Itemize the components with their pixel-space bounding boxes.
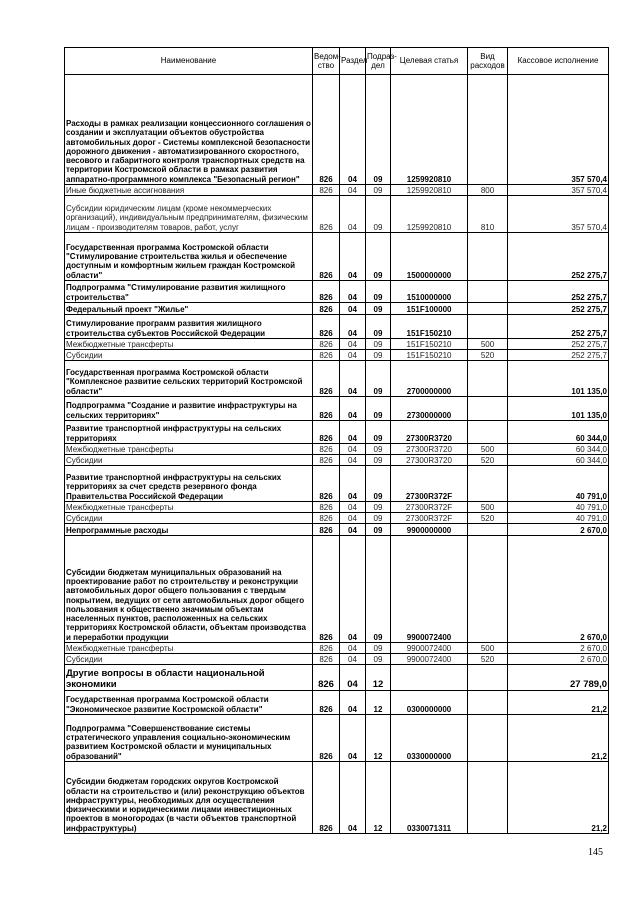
row-vedomstvo: 826 <box>313 691 340 715</box>
row-amount: 357 570,4 <box>508 196 609 233</box>
table-row <box>65 196 609 233</box>
row-target: 0330000000 <box>391 715 468 762</box>
row-vedomstvo: 826 <box>313 397 340 421</box>
row-target: 27300R3720 <box>391 455 468 466</box>
header-target: Целевая статья <box>391 48 468 75</box>
row-amount: 21,2 <box>508 715 609 762</box>
row-name: Подпрограмма "Стимулирование развития жилищного строительства" <box>65 281 313 303</box>
row-vid <box>468 397 508 421</box>
row-amount: 252 275,7 <box>508 350 609 361</box>
row-razdel: 04 <box>340 524 366 536</box>
row-name: Межбюджетные трансферты <box>65 643 313 654</box>
row-target: 9900072400 <box>391 654 468 665</box>
row-vedomstvo: 826 <box>313 643 340 654</box>
row-vid <box>468 303 508 315</box>
row-podrazdel: 12 <box>366 762 391 834</box>
row-razdel: 04 <box>340 715 366 762</box>
row-vid <box>468 762 508 834</box>
row-razdel: 04 <box>340 421 366 444</box>
row-name: Субсидии <box>65 455 313 466</box>
row-name: Подпрограмма "Совершенствование системы стратегического управления социально-экономическим развитием Костромской области и муниципальных образований" <box>65 715 313 762</box>
row-vedomstvo: 826 <box>313 665 340 691</box>
row-amount: 40 791,0 <box>508 513 609 524</box>
row-vedomstvo: 826 <box>313 350 340 361</box>
table-row <box>65 339 609 350</box>
table-header-row <box>65 48 609 75</box>
row-razdel: 04 <box>340 654 366 665</box>
table-row <box>65 361 609 397</box>
row-vid: 500 <box>468 502 508 513</box>
row-vedomstvo: 826 <box>313 502 340 513</box>
row-razdel: 04 <box>340 665 366 691</box>
row-vid: 800 <box>468 185 508 196</box>
table-row <box>65 643 609 654</box>
row-vid <box>468 665 508 691</box>
row-vedomstvo: 826 <box>313 654 340 665</box>
row-podrazdel: 09 <box>366 315 391 339</box>
row-razdel: 04 <box>340 339 366 350</box>
row-amount: 27 789,0 <box>508 665 609 691</box>
header-name: Наименование <box>65 48 313 75</box>
row-name: Развитие транспортной инфраструктуры на сельских территориях за счет средств резервного фонда Правительства Российской Федерации <box>65 466 313 502</box>
header-vid: Вид расходов <box>468 48 508 75</box>
row-target <box>391 665 468 691</box>
row-amount: 60 344,0 <box>508 444 609 455</box>
row-name: Субсидии <box>65 350 313 361</box>
row-target: 151F150210 <box>391 339 468 350</box>
row-vid <box>468 524 508 536</box>
row-target: 27300R372F <box>391 466 468 502</box>
row-name: Субсидии <box>65 513 313 524</box>
row-name: Межбюджетные трансферты <box>65 444 313 455</box>
row-razdel: 04 <box>340 185 366 196</box>
row-podrazdel: 09 <box>366 196 391 233</box>
row-amount: 252 275,7 <box>508 281 609 303</box>
row-razdel: 04 <box>340 643 366 654</box>
table-row <box>65 233 609 281</box>
row-name: Непрограммные расходы <box>65 524 313 536</box>
row-amount: 357 570,4 <box>508 185 609 196</box>
row-vedomstvo: 826 <box>313 455 340 466</box>
budget-execution-table <box>64 47 609 834</box>
row-target: 1259920810 <box>391 185 468 196</box>
row-amount: 357 570,4 <box>508 75 609 185</box>
row-target: 2730000000 <box>391 397 468 421</box>
row-podrazdel: 09 <box>366 75 391 185</box>
row-razdel: 04 <box>340 315 366 339</box>
table-row <box>65 350 609 361</box>
row-target: 9900072400 <box>391 643 468 654</box>
row-amount: 2 670,0 <box>508 654 609 665</box>
row-razdel: 04 <box>340 455 366 466</box>
row-target: 27300R372F <box>391 513 468 524</box>
row-amount: 252 275,7 <box>508 339 609 350</box>
row-amount: 2 670,0 <box>508 524 609 536</box>
row-vedomstvo: 826 <box>313 715 340 762</box>
row-amount: 2 670,0 <box>508 643 609 654</box>
row-podrazdel: 09 <box>366 513 391 524</box>
row-name: Стимулирование программ развития жилищного строительства субъектов Российской Федерации <box>65 315 313 339</box>
row-vid <box>468 536 508 643</box>
row-razdel: 04 <box>340 75 366 185</box>
table-row <box>65 513 609 524</box>
row-vedomstvo: 826 <box>313 444 340 455</box>
header-amount: Кассовое исполнение <box>508 48 609 75</box>
row-target: 9900072400 <box>391 536 468 643</box>
row-target: 9900000000 <box>391 524 468 536</box>
row-vedomstvo: 826 <box>313 196 340 233</box>
row-vid: 500 <box>468 339 508 350</box>
table-row <box>65 665 609 691</box>
row-razdel: 04 <box>340 196 366 233</box>
row-podrazdel: 09 <box>366 455 391 466</box>
table-row <box>65 75 609 185</box>
row-razdel: 04 <box>340 233 366 281</box>
row-vid: 810 <box>468 196 508 233</box>
row-name: Субсидии бюджетам муниципальных образований на проектирование работ по строительству и реконструкции автомобильных дорог общего пользования с твердым покрытием, ведущих от сети автомобильных дорог общего пользования к общественно значимым объектам населенных пунктов, расположенных на сельских территориях Костромской области, объектам производства и переработки продукции <box>65 536 313 643</box>
row-podrazdel: 09 <box>366 281 391 303</box>
row-name: Государственная программа Костромской области "Комплексное развитие сельских территорий Костромской области" <box>65 361 313 397</box>
row-name: Государственная программа Костромской области "Экономическое развитие Костромской области" <box>65 691 313 715</box>
row-amount: 21,2 <box>508 762 609 834</box>
page-number: 145 <box>588 847 603 858</box>
row-razdel: 04 <box>340 350 366 361</box>
row-razdel: 04 <box>340 762 366 834</box>
row-podrazdel: 09 <box>366 502 391 513</box>
row-name: Федеральный проект "Жилье" <box>65 303 313 315</box>
row-vid <box>468 466 508 502</box>
row-razdel: 04 <box>340 444 366 455</box>
row-vid <box>468 691 508 715</box>
row-razdel: 04 <box>340 513 366 524</box>
row-podrazdel: 09 <box>366 421 391 444</box>
row-razdel: 04 <box>340 691 366 715</box>
row-vid: 520 <box>468 513 508 524</box>
row-name: Другие вопросы в области национальной экономики <box>65 665 313 691</box>
row-target: 27300R3720 <box>391 444 468 455</box>
table-row <box>65 281 609 303</box>
table-row <box>65 185 609 196</box>
table-row <box>65 762 609 834</box>
row-target: 0300000000 <box>391 691 468 715</box>
table-row <box>65 444 609 455</box>
row-vid <box>468 421 508 444</box>
row-podrazdel: 09 <box>366 233 391 281</box>
row-razdel: 04 <box>340 466 366 502</box>
row-vid <box>468 315 508 339</box>
row-podrazdel: 09 <box>366 466 391 502</box>
row-vedomstvo: 826 <box>313 303 340 315</box>
row-amount: 21,2 <box>508 691 609 715</box>
header-podrazdel: Подраз-дел <box>366 48 391 75</box>
table-row <box>65 455 609 466</box>
row-podrazdel: 09 <box>366 397 391 421</box>
table-row <box>65 397 609 421</box>
row-podrazdel: 09 <box>366 185 391 196</box>
row-vid <box>468 715 508 762</box>
row-vid <box>468 361 508 397</box>
row-vid: 500 <box>468 444 508 455</box>
table-row <box>65 315 609 339</box>
row-vid: 520 <box>468 350 508 361</box>
row-razdel: 04 <box>340 281 366 303</box>
header-vedomstvo: Ведом-ство <box>313 48 340 75</box>
row-vedomstvo: 826 <box>313 536 340 643</box>
table-row <box>65 502 609 513</box>
row-target: 2700000000 <box>391 361 468 397</box>
row-podrazdel: 12 <box>366 715 391 762</box>
table-row <box>65 524 609 536</box>
row-target: 27300R372F <box>391 502 468 513</box>
table-row <box>65 421 609 444</box>
row-razdel: 04 <box>340 536 366 643</box>
row-amount: 101 135,0 <box>508 361 609 397</box>
row-target: 151F150210 <box>391 350 468 361</box>
row-razdel: 04 <box>340 361 366 397</box>
row-name: Расходы в рамках реализации концессионного соглашения о создании и эксплуатации объектов обустройства автомобильных дорог - Системы комплексной безопасности дорожного движения - автоматизированного скоростного, весового и габаритного контроля транспортных средств на территории Костромской области в рамках развития аппаратно-программного комплекса "Безопасный регион" <box>65 75 313 185</box>
row-amount: 252 275,7 <box>508 303 609 315</box>
row-amount: 252 275,7 <box>508 315 609 339</box>
row-target: 1259920810 <box>391 75 468 185</box>
row-target: 1510000000 <box>391 281 468 303</box>
table-row <box>65 536 609 643</box>
row-podrazdel: 12 <box>366 691 391 715</box>
row-amount: 60 344,0 <box>508 421 609 444</box>
row-target: 1259920810 <box>391 196 468 233</box>
row-podrazdel: 09 <box>366 444 391 455</box>
table-row <box>65 691 609 715</box>
row-name: Межбюджетные трансферты <box>65 502 313 513</box>
row-amount: 40 791,0 <box>508 466 609 502</box>
row-vedomstvo: 826 <box>313 339 340 350</box>
row-name: Субсидии бюджетам городских округов Костромской области на строительство и (или) реконструкцию объектов инфраструктуры, необходимых для осуществления физическими и юридическими лицами инвестиционных проектов в моногородах (в части объектов транспортной инфраструктуры) <box>65 762 313 834</box>
row-vid: 520 <box>468 455 508 466</box>
row-podrazdel: 09 <box>366 339 391 350</box>
header-razdel: Раздел <box>340 48 366 75</box>
row-vedomstvo: 826 <box>313 524 340 536</box>
row-name: Субсидии юридическим лицам (кроме некоммерческих организаций), индивидуальным предпринимателям, физическим лицам - производителям товаров, работ, услуг <box>65 196 313 233</box>
table-row <box>65 303 609 315</box>
row-razdel: 04 <box>340 502 366 513</box>
row-podrazdel: 09 <box>366 524 391 536</box>
row-podrazdel: 09 <box>366 654 391 665</box>
row-name: Субсидии <box>65 654 313 665</box>
row-name: Подпрограмма "Создание и развитие инфраструктуры на сельских территориях" <box>65 397 313 421</box>
row-vid <box>468 75 508 185</box>
row-podrazdel: 09 <box>366 350 391 361</box>
table-row <box>65 654 609 665</box>
row-target: 1500000000 <box>391 233 468 281</box>
table-row <box>65 466 609 502</box>
row-vedomstvo: 826 <box>313 361 340 397</box>
row-vedomstvo: 826 <box>313 233 340 281</box>
row-vedomstvo: 826 <box>313 281 340 303</box>
row-amount: 252 275,7 <box>508 233 609 281</box>
row-amount: 2 670,0 <box>508 536 609 643</box>
row-name: Иные бюджетные ассигнования <box>65 185 313 196</box>
row-vedomstvo: 826 <box>313 185 340 196</box>
row-vedomstvo: 826 <box>313 466 340 502</box>
table-row <box>65 715 609 762</box>
row-podrazdel: 09 <box>366 643 391 654</box>
row-vid: 500 <box>468 643 508 654</box>
row-vid <box>468 281 508 303</box>
row-target: 151F100000 <box>391 303 468 315</box>
row-amount: 40 791,0 <box>508 502 609 513</box>
row-vedomstvo: 826 <box>313 315 340 339</box>
row-podrazdel: 12 <box>366 665 391 691</box>
row-vedomstvo: 826 <box>313 75 340 185</box>
row-vid <box>468 233 508 281</box>
row-vedomstvo: 826 <box>313 421 340 444</box>
row-amount: 60 344,0 <box>508 455 609 466</box>
row-podrazdel: 09 <box>366 361 391 397</box>
row-vid: 520 <box>468 654 508 665</box>
row-podrazdel: 09 <box>366 536 391 643</box>
row-name: Межбюджетные трансферты <box>65 339 313 350</box>
row-razdel: 04 <box>340 397 366 421</box>
row-amount: 101 135,0 <box>508 397 609 421</box>
row-razdel: 04 <box>340 303 366 315</box>
row-vedomstvo: 826 <box>313 762 340 834</box>
row-target: 27300R3720 <box>391 421 468 444</box>
row-name: Развитие транспортной инфраструктуры на сельских территориях <box>65 421 313 444</box>
row-target: 0330071311 <box>391 762 468 834</box>
row-name: Государственная программа Костромской области "Стимулирование строительства жилья и обеспечение доступным и комфортным жильем граждан Костромской области" <box>65 233 313 281</box>
row-target: 151F150210 <box>391 315 468 339</box>
row-podrazdel: 09 <box>366 303 391 315</box>
row-vedomstvo: 826 <box>313 513 340 524</box>
